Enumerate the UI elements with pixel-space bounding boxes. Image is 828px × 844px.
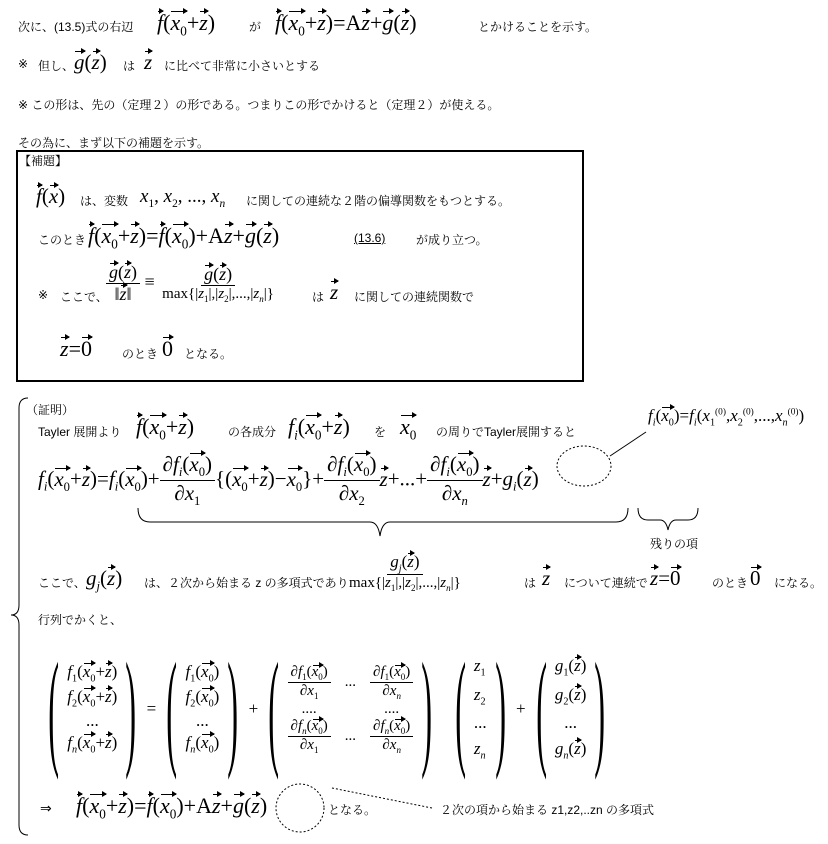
math-f-equals-Az-plus-g: $f(x_0+z)=Az+g(z)$ (275, 10, 417, 39)
math-gj: $g_j(z)$ (86, 566, 123, 594)
proof-p3-f: になる。 (774, 576, 823, 590)
implies-arrow: ⇒ (40, 800, 52, 816)
lemma-l4-b: となる。 (184, 347, 233, 361)
lemma-l1-a: は、変数 (80, 194, 129, 208)
proof-p4: 行列でかくと、 (38, 613, 123, 627)
math-z-2: z (330, 280, 339, 304)
intro-line1-suffix: とかけることを示す。 (478, 20, 598, 34)
math-matrix-equation: ( $f_1(x_0+z)$ $f_2(x_0+z)$ ... $f_n(x_0+z)$ ) = ( $f_1(x_0)$ $f_2(x_0)$ ... $f_n(x_0)$ ) + ( $\frac{\partial f_1(x_0)}{\partial x_1}$ ... $\frac{\partial f_1(x_0)}{\partial x_n}$ .... .... $\frac{\partial f_n(x_0)}{\partial x_1}$ ... $\frac{\partial f_n(x_0)}{\partial x_n}$ ) ( $z_1$ $z_2$ ... $z_n$ ) + ( $g_1(z)$ $g_2(z)$ ... $g_n(z)$ ) (48, 637, 606, 781)
math-fi-def: $f_i(x_0)=f_i(x_1^{(0)},x_2^{(0)},...,x_n^{(0)})$ (648, 406, 805, 429)
proof-p5-note: ２次の項から始まる z1,z2,..zn の多項式 (440, 803, 655, 817)
intro-line1-prefix: 次に、(13.5)式の右辺 (18, 20, 134, 34)
lemma-l3-c: に関しての連続関数で (354, 290, 475, 304)
math-z-eq-0: z=0 (60, 336, 92, 361)
math-z-3: z (542, 566, 551, 590)
proof-p1-d: の周りでTayler展開すると (436, 425, 577, 439)
proof-p3-d: について連続で (564, 576, 648, 590)
math-taylor-expansion: $f_i(x_0+z)=f_i(x_0)+$ $\frac{\partial f_i(x_0)}{\partial x_1}$ $\{(x_0+z)-x_0\}+$ $\frac{\partial f_i(x_0)}{\partial x_2}$ z+...+ $\frac{\partial f_i(x_0)}{\partial x_n}$ $z+g_i(z)$ (38, 452, 539, 509)
proof-p3-e: のとき (712, 576, 749, 590)
note-mark: ※ (18, 57, 29, 71)
lemma-l1-b: に関しての連続な２階の偏導関数をもつとする。 (246, 194, 511, 208)
math-zero-vec-2: 0 (750, 566, 761, 590)
math-conclusion: $f(x_0+z)=f(x_0)+Az+g(z)$ (76, 793, 268, 822)
math-fi-component: $f_i(x_0+z)$ (288, 414, 350, 443)
proof-p1-a: Tayler 展開より (38, 425, 122, 439)
lemma-header: 【補題】 (19, 154, 68, 168)
lead-text: その為に、まず以下の補題を示す。 (18, 136, 210, 150)
math-z-eq-0-2: z=0 (650, 566, 681, 590)
lemma-l2-b: が成り立つ。 (416, 233, 488, 247)
proof-p1-b: の各成分 (228, 425, 277, 439)
lemma-l2-a: このとき (38, 233, 87, 247)
note1-a: 但し、 (38, 59, 75, 73)
lemma-l3-a: ここで、 (60, 290, 108, 304)
math-g-z: g(z) (74, 50, 107, 74)
math-z: z (144, 50, 153, 74)
math-f-x0-plus-z: $f(x_0+z)$ (157, 10, 216, 39)
proof-p3-c: は (524, 576, 537, 590)
lemma-l3-b: は (312, 290, 325, 304)
math-lemma-f-x: f(x) (36, 184, 66, 208)
lemma-l4-a: のとき (122, 347, 159, 361)
proof-header: （証明） (26, 403, 75, 417)
proof-p5-end: となる。 (328, 803, 377, 817)
math-zero-vec: 0 (162, 336, 173, 361)
lemma-l3-mark: ※ (38, 288, 49, 302)
math-proof-f: $f(x_0+z)$ (136, 414, 195, 443)
note1-c: に比べて非常に小さいとする (164, 59, 321, 73)
equation-ref: (13.6) (354, 231, 386, 245)
math-lemma-eq: $f(x_0+z)=f(x_0)+Az+g(z)$ (88, 223, 280, 252)
note1-b: は (123, 59, 136, 73)
note2: ※ この形は、先の（定理２）の形である。つまりこの形でかけると（定理２）が使える。 (18, 98, 500, 112)
math-variables: $x_1$, $x_2$, ..., $x_n$ (140, 186, 226, 210)
math-x0: $x_0$ (400, 414, 417, 443)
proof-p3-a: ここで、 (38, 576, 86, 590)
math-gj-fraction: $\frac{g_j(z)}{\max\{|z_1|,|z_2|,...,|z_n|\}}$ (349, 552, 461, 594)
proof-p3-b: は、２次から始まる z の多項式であり (144, 576, 349, 590)
intro-line1-mid: が (249, 20, 262, 34)
math-lemma-fraction: $\frac{g(z)}{‖z‖}$ ≡ $\frac{g(z)}{\max\{|z_1|,|z_2|,...,|z_n|\}}$ (106, 262, 277, 305)
remainder-label: 残りの項 (650, 537, 699, 551)
proof-p1-c: を (374, 425, 387, 439)
